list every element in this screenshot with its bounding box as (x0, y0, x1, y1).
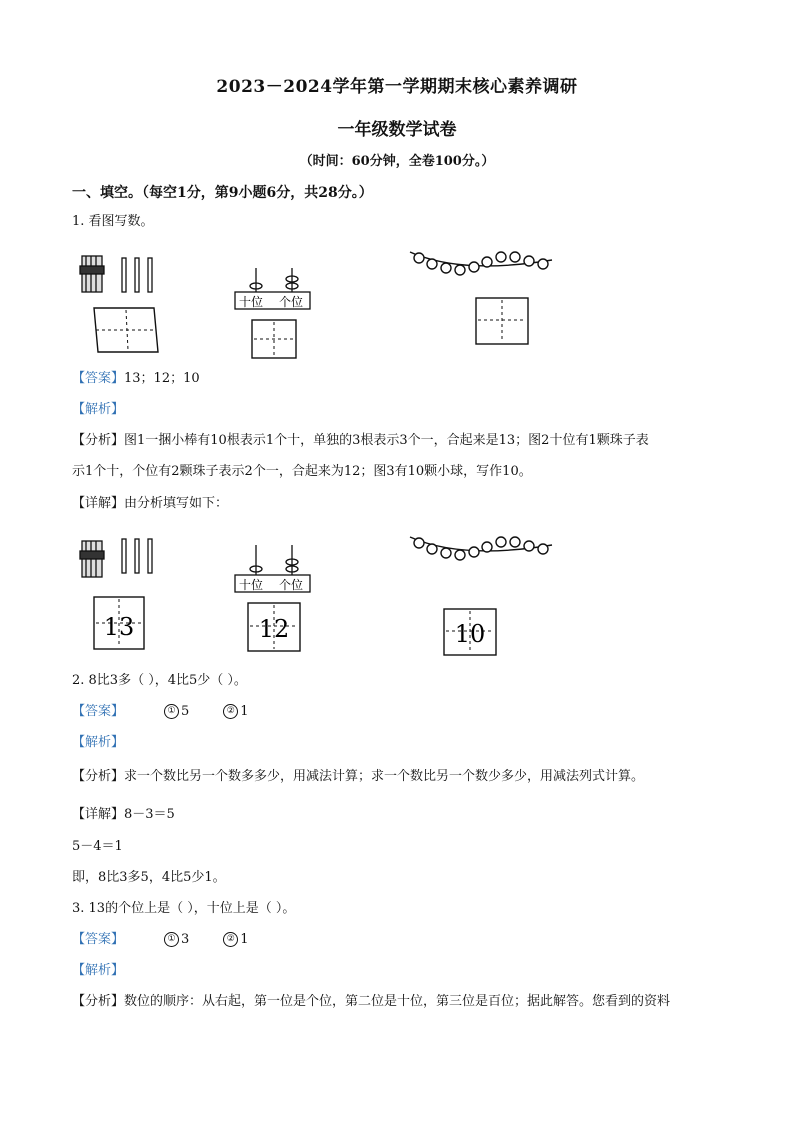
abacus-ones-label: 个位 (279, 295, 304, 309)
filled-value-2: 12 (258, 615, 290, 643)
single-sticks-icon (122, 258, 152, 292)
q2-analysis-tag: 【解析】 (72, 735, 125, 750)
page-title: 2023－2024学年第一学期期末核心素养调研 (216, 77, 578, 97)
q1-stem: 1. 看图写数。 (72, 214, 154, 229)
beads-icon (410, 252, 552, 275)
q1-fenxi-1 (72, 432, 649, 450)
q1-answer (72, 370, 200, 388)
q2-answer (72, 703, 249, 721)
stick-bundle-icon (80, 256, 104, 292)
answer-value-2: 1 (240, 932, 249, 947)
fenxi-tag: 【分析】 (72, 433, 125, 448)
stick-bundle-icon (80, 541, 104, 577)
abacus-tens-label: 十位 (239, 295, 264, 309)
answer-box-2 (252, 320, 296, 358)
q1-fenxi-2: 示1个十，个位有2颗珠子表示2个一，合起来为12；图3有10颗小球，写作10。 (72, 464, 532, 479)
detail-tag: 【详解】 (72, 807, 125, 822)
answer-value-1: 3 (181, 932, 190, 947)
answer-mark-1: ① (164, 932, 179, 947)
page-subtitle: 一年级数学试卷 (337, 120, 457, 140)
answer-mark-1: ① (164, 704, 179, 719)
q3-analysis-tag: 【解析】 (72, 963, 125, 978)
answer-value-2: 1 (240, 704, 249, 719)
q2-detail-2: 5－4＝1 (72, 839, 123, 854)
filled-value-3: 10 (454, 620, 486, 648)
q1-detail (72, 495, 228, 513)
exam-meta: （时间：60分钟，全卷100分。） (299, 154, 495, 169)
q2-detail-3: 即，8比3多5，4比5少1。 (72, 870, 226, 885)
fenxi-text: 数位的顺序：从右起，第一位是个位，第二位是十位，第三位是百位；据此解答。您看到的资料 (124, 994, 671, 1009)
beads-icon (410, 537, 552, 560)
abacus-tens-label: 十位 (239, 578, 264, 592)
answer-box-3 (476, 298, 528, 344)
answer-text: 13；12；10 (124, 371, 200, 386)
fenxi-text: 图1一捆小棒有10根表示1个十，单独的3根表示3个一，合起来是13；图2十位有1颗珠子表 (124, 433, 649, 448)
detail-text: 由分析填写如下： (124, 496, 229, 511)
q3-answer (72, 931, 249, 949)
fenxi-tag: 【分析】 (72, 769, 125, 784)
answer-value-1: 5 (181, 704, 190, 719)
filled-value-1: 13 (103, 613, 135, 641)
q1-figure-filled (72, 525, 572, 665)
q2-stem: 2. 8比3多（ ），4比5少（ ）。 (72, 673, 247, 688)
answer-tag: 【答案】 (72, 932, 125, 947)
q3-stem: 3. 13的个位上是（ ），十位上是（ ）。 (72, 901, 296, 916)
q1-figure-blank (72, 240, 572, 365)
answer-tag: 【答案】 (72, 704, 125, 719)
answer-tag: 【答案】 (72, 371, 125, 386)
answer-mark-2: ② (223, 704, 238, 719)
detail-text: 8－3＝5 (124, 807, 175, 822)
single-sticks-icon (122, 539, 152, 573)
answer-mark-2: ② (223, 932, 238, 947)
abacus-ones-label: 个位 (279, 578, 304, 592)
q2-fenxi (72, 768, 644, 786)
section-heading: 一、填空。（每空1分，第9小题6分，共28分。） (72, 185, 373, 201)
q3-fenxi (72, 993, 670, 1011)
detail-tag: 【详解】 (72, 496, 125, 511)
q1-analysis-tag: 【解析】 (72, 402, 125, 417)
fenxi-text: 求一个数比另一个数多多少，用减法计算；求一个数比另一个数少多少，用减法列式计算。 (124, 769, 645, 784)
answer-box-1 (94, 308, 158, 352)
q2-detail-1 (72, 806, 175, 824)
fenxi-tag: 【分析】 (72, 994, 125, 1009)
